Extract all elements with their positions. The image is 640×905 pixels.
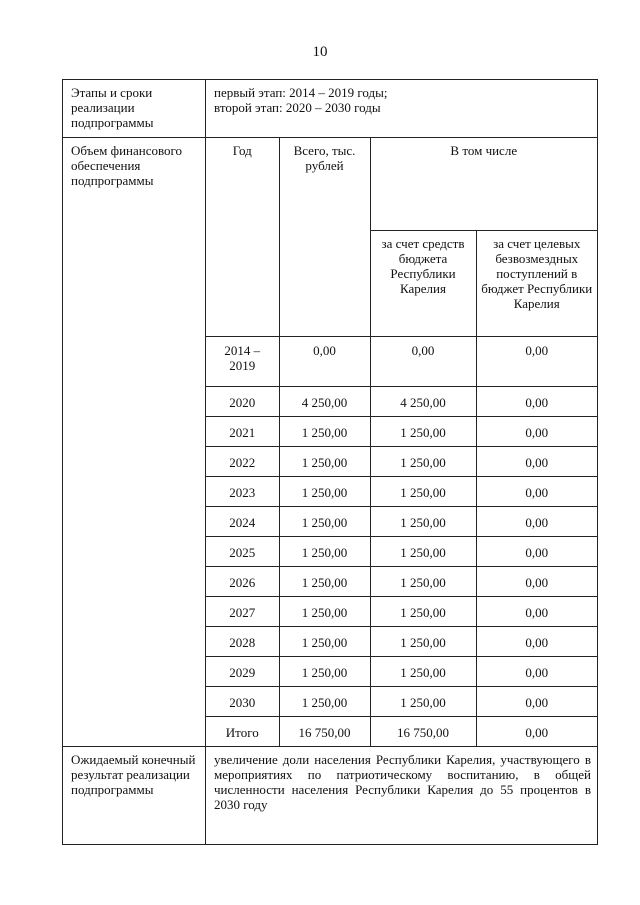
table-row xyxy=(206,507,597,537)
table-row xyxy=(206,417,597,447)
table-row xyxy=(206,567,597,597)
cell-total: 1 250,00 xyxy=(279,537,370,567)
cell-budget: 1 250,00 xyxy=(370,477,476,507)
cell-budget: 1 250,00 xyxy=(370,567,476,597)
cell-year: Итого xyxy=(206,717,279,747)
cell-year: 2024 xyxy=(206,507,279,537)
cell-grants: 0,00 xyxy=(476,537,597,567)
table-row xyxy=(206,597,597,627)
cell-total: 16 750,00 xyxy=(279,717,370,747)
cell-year: 2021 xyxy=(206,417,279,447)
cell-year: 2020 xyxy=(206,387,279,417)
cell-grants: 0,00 xyxy=(476,477,597,507)
stage-one: первый этап: 2014 – 2019 годы; xyxy=(214,85,388,100)
table-row xyxy=(206,387,597,417)
financing-table xyxy=(206,138,597,746)
cell-grants: 0,00 xyxy=(476,337,597,387)
cell-total: 1 250,00 xyxy=(279,417,370,447)
cell-budget: 16 750,00 xyxy=(370,717,476,747)
table-row xyxy=(206,537,597,567)
table-row xyxy=(206,447,597,477)
cell-grants: 0,00 xyxy=(476,417,597,447)
cell-year: 2025 xyxy=(206,537,279,567)
cell-grants: 0,00 xyxy=(476,567,597,597)
cell-budget: 1 250,00 xyxy=(370,627,476,657)
cell-budget: 1 250,00 xyxy=(370,537,476,567)
cell-year: 2028 xyxy=(206,627,279,657)
cell-grants: 0,00 xyxy=(476,627,597,657)
cell-year: 2022 xyxy=(206,447,279,477)
cell-total: 0,00 xyxy=(279,337,370,387)
total-header: Всего, тыс. рублей xyxy=(279,138,370,337)
cell-grants: 0,00 xyxy=(476,507,597,537)
cell-year: 2030 xyxy=(206,687,279,717)
cell-grants: 0,00 xyxy=(476,687,597,717)
table-row xyxy=(206,627,597,657)
cell-grants: 0,00 xyxy=(476,387,597,417)
cell-total: 1 250,00 xyxy=(279,477,370,507)
cell-total: 1 250,00 xyxy=(279,447,370,477)
cell-total: 1 250,00 xyxy=(279,657,370,687)
including-header: В том числе xyxy=(370,138,597,230)
cell-total: 1 250,00 xyxy=(279,507,370,537)
cell-year: 2026 xyxy=(206,567,279,597)
cell-year: 2014 – 2019 xyxy=(206,337,279,387)
grants-header: за счет целевых безвозмездных поступлений в бюджет Республики Карелия xyxy=(476,230,597,336)
result-value: увеличение доли населения Республики Карелия, участвующего в мероприятиях по патриотическому воспитанию, в общей численности населения Республики Карелия до 55 процентов в 2030 году xyxy=(206,747,598,845)
cell-budget: 1 250,00 xyxy=(370,597,476,627)
cell-budget: 4 250,00 xyxy=(370,387,476,417)
page-number: 10 xyxy=(312,44,328,60)
cell-grants: 0,00 xyxy=(476,597,597,627)
financing-label: Объем финансового обеспечения подпрограммы xyxy=(63,138,206,747)
cell-budget: 1 250,00 xyxy=(370,687,476,717)
result-label: Ожидаемый конечный результат реализации подпрограммы xyxy=(63,747,206,845)
cell-total: 1 250,00 xyxy=(279,567,370,597)
cell-budget: 1 250,00 xyxy=(370,507,476,537)
cell-total: 1 250,00 xyxy=(279,627,370,657)
subprogram-passport-table xyxy=(62,79,598,845)
cell-total: 1 250,00 xyxy=(279,687,370,717)
stage-two: второй этап: 2020 – 2030 годы xyxy=(214,100,381,115)
cell-year: 2027 xyxy=(206,597,279,627)
cell-year: 2023 xyxy=(206,477,279,507)
cell-budget: 1 250,00 xyxy=(370,417,476,447)
cell-grants: 0,00 xyxy=(476,447,597,477)
cell-budget: 1 250,00 xyxy=(370,447,476,477)
table-row xyxy=(206,657,597,687)
cell-total: 4 250,00 xyxy=(279,387,370,417)
cell-grants: 0,00 xyxy=(476,657,597,687)
table-row xyxy=(206,337,597,387)
stages-label: Этапы и сроки реализации подпрограммы xyxy=(63,80,206,138)
financing-row xyxy=(63,138,598,747)
result-row xyxy=(63,747,598,845)
cell-year: 2029 xyxy=(206,657,279,687)
financing-value xyxy=(206,138,598,747)
cell-budget: 0,00 xyxy=(370,337,476,387)
stages-value xyxy=(206,80,598,138)
cell-grants: 0,00 xyxy=(476,717,597,747)
table-row xyxy=(206,687,597,717)
stages-row xyxy=(63,80,598,138)
cell-budget: 1 250,00 xyxy=(370,657,476,687)
cell-total: 1 250,00 xyxy=(279,597,370,627)
table-row xyxy=(206,717,597,747)
budget-header: за счет средств бюджета Республики Карелия xyxy=(370,230,476,336)
table-row xyxy=(206,477,597,507)
year-header: Год xyxy=(206,138,279,337)
